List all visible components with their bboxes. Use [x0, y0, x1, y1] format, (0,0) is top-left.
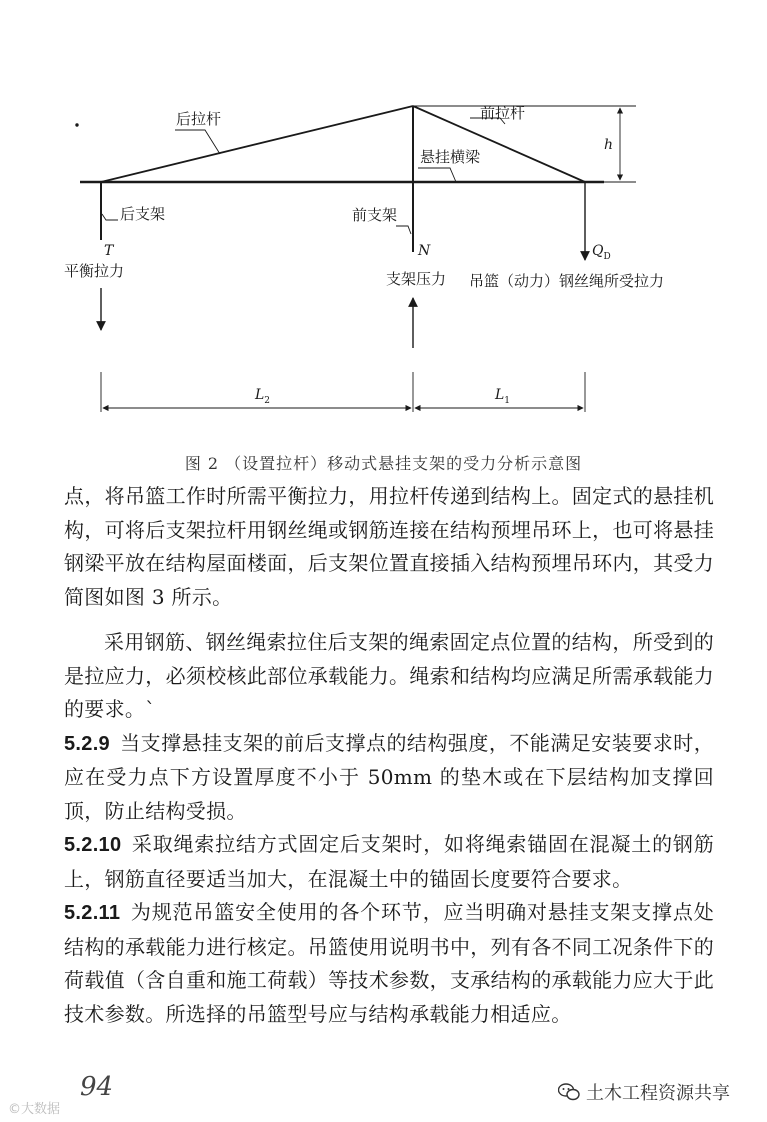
section-text: 当支撑悬挂支架的前后支撑点的结构强度，不能满足安装要求时，应在受力点下方设置厚度不小于 50mm 的垫木或在下层结构加支撑回顶，防止结构受损。 [64, 730, 714, 823]
paragraph-1: 点，将吊篮工作时所需平衡拉力，用拉杆传递到结构上。固定式的悬挂机构，可将后支架拉杆用钢丝绳或钢筋连接在结构预埋吊环上，也可将悬挂钢梁平放在结构屋面楼面，后支架位置直接插入结构预埋吊环内，其受力简图如图 3 所示。 [64, 484, 714, 609]
watermark-right [558, 1079, 730, 1105]
force-diagram [0, 0, 767, 480]
front-support-label: 前支架 [352, 206, 398, 224]
front-tie-rod-label: 前拉杆 [480, 104, 526, 122]
section-5-2-9 [64, 727, 714, 829]
rear-support-label: 后支架 [120, 205, 166, 223]
l2-symbol: $L_2$ [255, 387, 271, 406]
figure-caption: 图 2 （设置拉杆）移动式悬挂支架的受力分析示意图 [184, 454, 583, 473]
force-diagram-drawing [0, 0, 767, 480]
rear-tie-rod-label: 后拉杆 [176, 110, 222, 128]
section-text: 采取绳索拉结方式固定后支架时，如将绳索锚固在混凝土的钢筋上，钢筋直径要适当加大，在混凝土中的锚固长度要符合要求。 [64, 832, 714, 891]
section-5-2-11 [64, 896, 714, 1031]
support-pressure-label: 支架压力 [386, 270, 447, 288]
section-number: 5.2.9 [64, 732, 110, 755]
q-symbol: $Q_D$ [592, 243, 611, 262]
paragraph-2: 采用钢筋、钢丝绳索拉住后支架的绳索固定点位置的结构，所受到的是拉应力，必须校核此部位承载能力。绳索和结构均应满足所需承载能力的要求。` [64, 630, 714, 721]
watermark-text: 土木工程资源共享 [586, 1083, 730, 1104]
t-symbol: T [104, 243, 114, 259]
section-5-2-10 [64, 828, 714, 896]
wechat-icon [558, 1083, 580, 1101]
l1-symbol: $L_1$ [495, 387, 511, 406]
watermark-left: ©大数据 [8, 1102, 61, 1117]
suspension-beam-label: 悬挂横梁 [420, 148, 481, 166]
section-number: 5.2.11 [64, 902, 121, 924]
rear-tie-rod-line [101, 106, 413, 182]
section-number: 5.2.10 [64, 834, 122, 856]
section-text: 为规范吊篮安全使用的各个环节，应当明确对悬挂支架支撑点处结构的承载能力进行核定。吊篮使用说明书中，列有各不同工况条件下的荷载值（含自重和施工荷载）等技术参数，支承结构的承载能力应大于此技术参数。所选择的吊篮型号应与结构承载能力相适应。 [64, 900, 714, 1026]
n-symbol: N [418, 243, 431, 259]
h-symbol: h [604, 137, 614, 153]
balance-tension-label: 平衡拉力 [64, 262, 125, 280]
rope-tension-label: 吊篮（动力）钢丝绳所受拉力 [469, 272, 665, 290]
body-text [64, 480, 714, 1031]
page-number: 94 [80, 1072, 114, 1102]
